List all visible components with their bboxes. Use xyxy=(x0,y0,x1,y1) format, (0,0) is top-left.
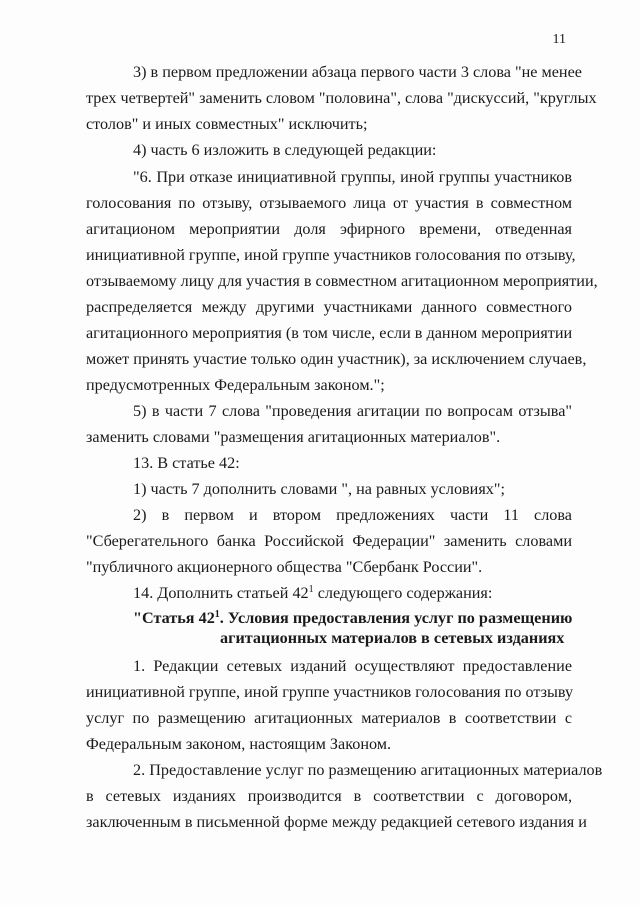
superscript: 1 xyxy=(308,584,314,595)
text-line: услуг по размещению агитационных материалов в соответствии с xyxy=(86,709,572,727)
text-fragment: 14. Дополнить статьей 42 xyxy=(133,584,309,602)
text-line: 1) часть 7 дополнить словами ", на равных условиях"; xyxy=(133,480,505,498)
text-line: заменить словами "размещения агитационных материалов". xyxy=(86,428,501,446)
text-line: агитационного мероприятия (в том числе, если в данном мероприятии xyxy=(86,324,573,342)
text-line: 13. В статье 42: xyxy=(133,454,240,472)
text-line: 4) часть 6 изложить в следующей редакции: xyxy=(133,141,437,159)
text-line: может принять участие только один участник), за исключением случаев, xyxy=(86,350,587,368)
article-heading-line2: агитационных материалов в сетевых изданиях xyxy=(220,629,565,647)
text-line: инициативной группе, иной группе участников голосования по отзыву, xyxy=(86,246,576,264)
text-line: "6. При отказе инициативной группы, иной группы участников xyxy=(133,168,572,186)
text-line: "публичного акционерного общества "Сбербанк России". xyxy=(86,558,483,576)
text-line: 2. Предоставление услуг по размещению агитационных материалов xyxy=(133,761,603,779)
text-line: распределяется между другими участниками данного совместного xyxy=(86,298,572,316)
text-line: агитационом мероприятии доля эфирного времени, отведенная xyxy=(86,220,572,238)
superscript: 1 xyxy=(214,609,220,620)
text-line: в сетевых изданиях производится в соответствии с договором, xyxy=(86,787,572,805)
text-line: отзываемому лицу для участия в совместном агитационном мероприятии, xyxy=(86,272,598,290)
text-line: инициативной группе, иной группе участников голосования по отзыву xyxy=(86,683,574,701)
text-line xyxy=(133,583,572,603)
text-line: 1. Редакции сетевых изданий осуществляют предоставление xyxy=(133,657,572,675)
text-line: 5) в части 7 слова "проведения агитации по вопросам отзыва" xyxy=(133,402,572,420)
text-line: предусмотренных Федеральным законом."; xyxy=(86,376,385,394)
text-line: 3) в первом предложении абзаца первого части 3 слова "не менее xyxy=(133,63,582,81)
heading-fragment: . Условия предоставления услуг по размещению xyxy=(219,609,573,627)
text-line: Федеральным законом, настоящим Законом. xyxy=(86,735,392,753)
text-line: трех четвертей" заменить словом "половина", слова "дискуссий, "круглых xyxy=(86,89,597,107)
heading-fragment: "Статья 42 xyxy=(133,609,215,627)
text-fragment: следующего содержания: xyxy=(313,584,493,602)
article-heading xyxy=(133,608,572,628)
text-line: голосования по отзыву, отзываемого лица от участия в совместном xyxy=(86,194,572,212)
text-line: "Сберегательного банка Российской Федерации" заменить словами xyxy=(86,532,572,550)
text-line: заключенным в письменной форме между редакцией сетевого издания и xyxy=(86,813,587,831)
page-number: 11 xyxy=(552,32,566,47)
text-line: столов" и иных совместных" исключить; xyxy=(86,115,368,133)
text-line: 2) в первом и втором предложениях части 11 слова xyxy=(133,506,572,524)
